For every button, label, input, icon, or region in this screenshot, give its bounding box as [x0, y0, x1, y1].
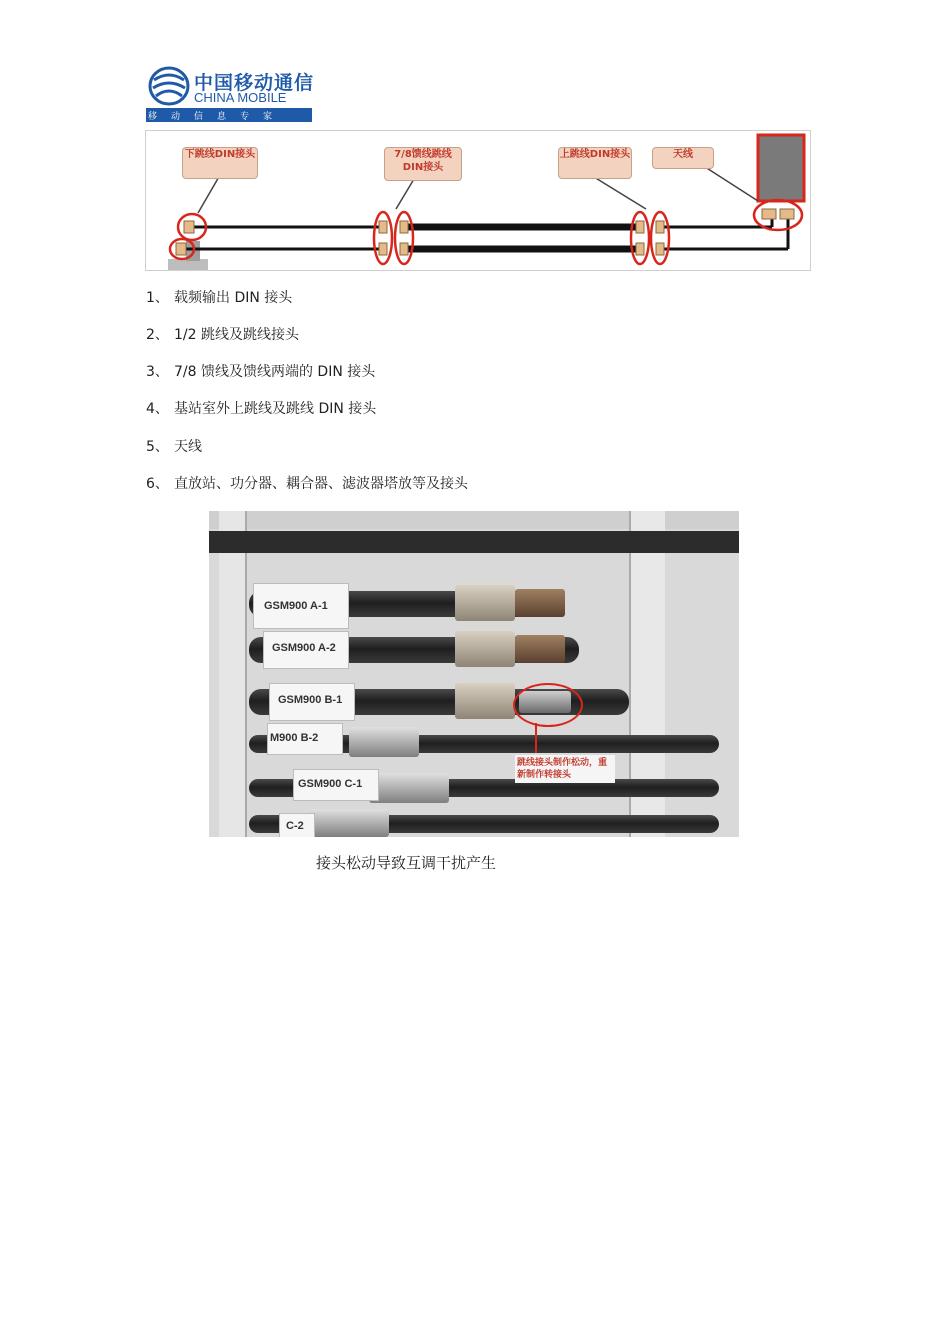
callout-upper-jumper: 上跳线DIN接头: [558, 147, 632, 179]
cable-label-b2: M900 B-2: [267, 723, 343, 755]
list-item: 5、 天线: [146, 439, 202, 455]
top-cable-bundle: [209, 531, 739, 553]
cable-label-c2: C-2: [279, 813, 315, 837]
highlight-circles: [170, 200, 802, 264]
connector-b2: [349, 727, 419, 757]
cable-label-a2: GSM900 A-2: [263, 631, 349, 669]
connector-a1-nut: [515, 589, 565, 617]
china-mobile-logo: [146, 66, 315, 124]
list-item: 1、 载频输出 DIN 接头: [146, 290, 293, 306]
cable-label-c1: GSM900 C-1: [293, 769, 379, 801]
connector-a1: [455, 585, 515, 621]
cable-label-b1: GSM900 B-1: [269, 683, 355, 721]
connector-a2-nut: [515, 635, 565, 663]
connector-a2: [455, 631, 515, 667]
list-item: 3、 7/8 馈线及馈线两端的 DIN 接头: [146, 364, 376, 380]
logo-chinese-name: 中国移动通信: [194, 72, 315, 94]
list-item: 6、 直放站、功分器、耦合器、滤波器塔放等及接头: [146, 476, 468, 492]
connector-c1: [369, 773, 449, 803]
connector-b1: [455, 683, 515, 719]
cable-label-a1: GSM900 A-1: [253, 583, 349, 629]
logo-slogan: 移动信息专家: [148, 112, 287, 122]
rack-left-post: [219, 511, 247, 837]
callout-antenna: 天线: [652, 147, 714, 169]
antenna-body: [758, 135, 804, 201]
list-item: 4、 基站室外上跳线及跳线 DIN 接头: [146, 401, 377, 417]
logo-english-name: CHINA MOBILE: [194, 90, 287, 105]
photo-annotation: 跳线接头制作松动，重新制作转接头: [515, 755, 615, 783]
china-mobile-emblem-icon: [148, 66, 190, 106]
cable-connection-diagram: [145, 130, 811, 271]
callout-feeder: 7/8馈线跳线DIN接头: [384, 147, 462, 181]
list-item: 2、 1/2 跳线及跳线接头: [146, 327, 299, 343]
photo-caption: 接头松动导致互调干扰产生: [316, 854, 497, 872]
callout-pointers: [198, 165, 758, 213]
connector-photo: [209, 511, 739, 837]
highlight-pointer: [535, 723, 537, 753]
connector-c2: [309, 809, 389, 837]
callout-lower-jumper: 下跳线DIN接头: [182, 147, 258, 179]
loose-connector-highlight: [513, 683, 583, 727]
